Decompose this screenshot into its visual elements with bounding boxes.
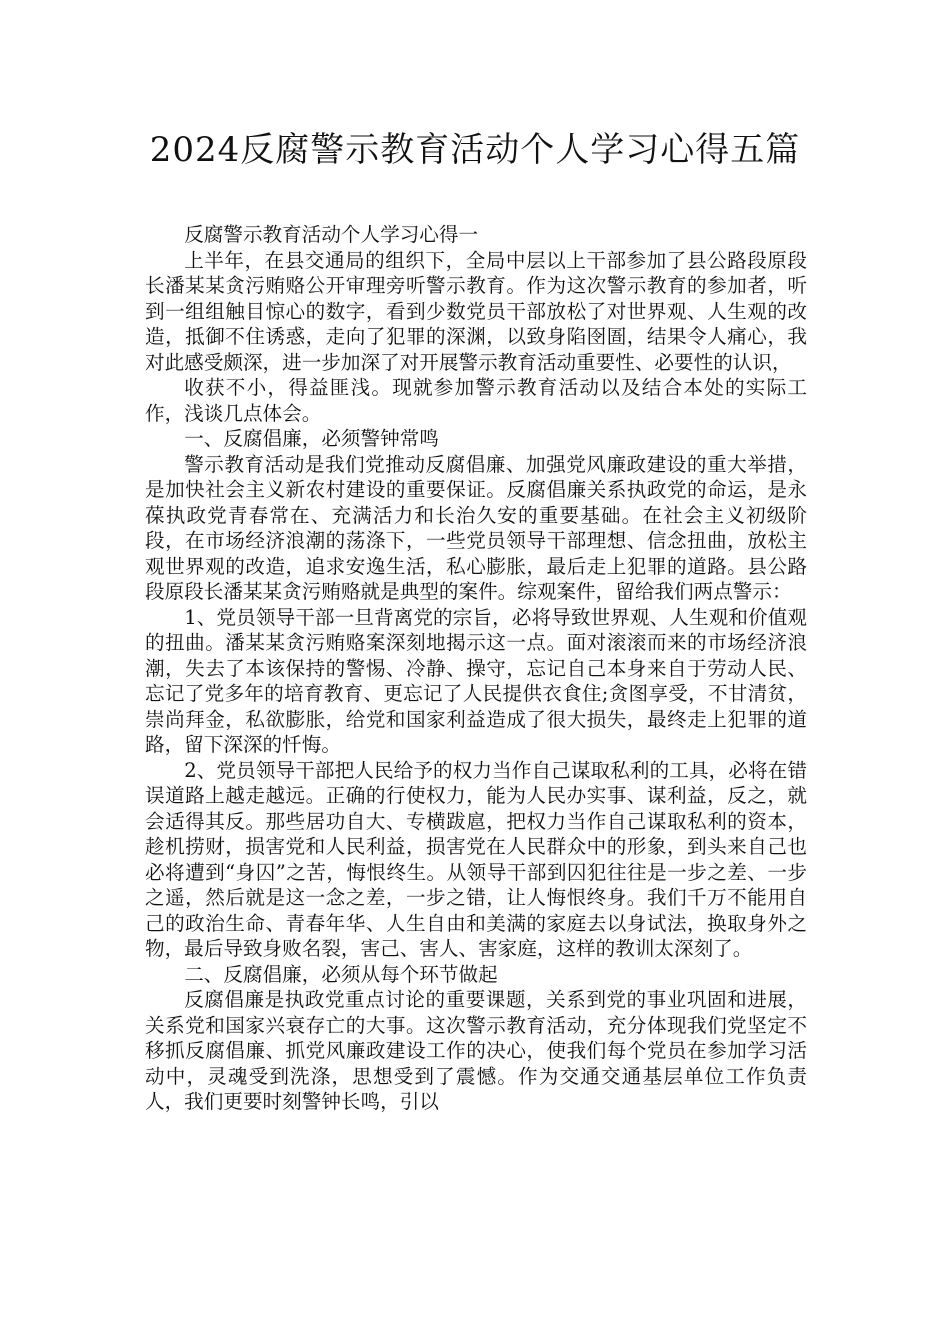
section-heading: 二、反腐倡廉，必须从每个环节做起 [184, 962, 498, 986]
paragraph: 反腐倡廉是执政党重点讨论的重要课题，关系到党的事业巩固和进展，关系党和国家兴衰存亡的大事。这次警示教育活动，充分体现我们党坚定不移抓反腐倡廉、抓党风廉政建设工作的决心，使我们每个党员在参加学习活动中，灵魂受到洗涤，思想受到了震憾。作为交通交通基层单位工作负责人，我们更要时刻警钟长鸣，引以 [145, 988, 807, 1113]
paragraph: 收获不小，得益匪浅。现就参加警示教育活动以及结合本处的实际工作，浅谈几点体会。 [145, 376, 807, 425]
section-subtitle: 反腐警示教育活动个人学习心得一 [184, 223, 479, 246]
paragraph: 上半年，在县交通局的组织下，全局中层以上干部参加了县公路段原段长潘某某贪污贿赂公开审理旁听警示教育。作为这次警示教育的参加者，听到一组组触目惊心的数字，看到少数党员干部放松了对世界观、人生观的改造，抵御不住诱惑，走向了犯罪的深渊，以致身陷囹圄，结果令人痛心，我对此感受颇深，进一步加深了对开展警示教育活动重要性、必要性的认识， [145, 248, 807, 374]
section-heading: 一、反腐倡廉，必须警钟常鸣 [184, 427, 439, 450]
document-body [145, 222, 807, 1115]
paragraph: 警示教育活动是我们党推动反腐倡廉、加强党风廉政建设的重大举措，是加快社会主义新农村建设的重要保证。反腐倡廉关系执政党的命运，是永葆执政党青春常在、充满活力和长治久安的重要基础。在社会主义初级阶段，在市场经济浪潮的荡涤下，一些党员领导干部理想、信念扭曲，放松主观世界观的改造，追求安逸生活，私心膨胀，最后走上犯罪的道路。县公路段原段长潘某某贪污贿赂就是典型的案件。综观案件，留给我们两点警示： [145, 452, 807, 603]
paragraph: 1、党员领导干部一旦背离党的宗旨，必将导致世界观、人生观和价值观的扭曲。潘某某贪污贿赂案深刻地揭示这一点。面对滚滚而来的市场经济浪潮，失去了本该保持的警惕、冷静、操守，忘记自己本身来自于劳动人民、忘记了党多年的培育教育、更忘记了人民提供衣食住;贪图享受，不甘清贫，崇尚拜金，私欲膨胀，给党和国家利益造成了很大损失，最终走上犯罪的道路，留下深深的忏悔。 [145, 605, 807, 756]
document-title: 2024反腐警示教育活动个人学习心得五篇 [149, 130, 801, 170]
paragraph: 2、党员领导干部把人民给予的权力当作自己谋取私利的工具，必将在错误道路上越走越远。正确的行使权力，能为人民办实事、谋利益，反之，就会适得其反。那些居功自大、专横跋扈，把权力当作自己谋取私利的资本，趁机捞财，损害党和人民利益，损害党在人民群众中的形象，到头来自己也必将遭到“身囚”之苦，悔恨终生。从领导干部到囚犯往往是一步之差、一步之遥，然后就是这一念之差，一步之错，让人悔恨终身。我们千万不能用自己的政治生命、青春年华、人生自由和美满的家庭去以身试法，换取身外之物，最后导致身败名裂，害己、害人、害家庭，这样的教训太深刻了。 [145, 758, 807, 960]
